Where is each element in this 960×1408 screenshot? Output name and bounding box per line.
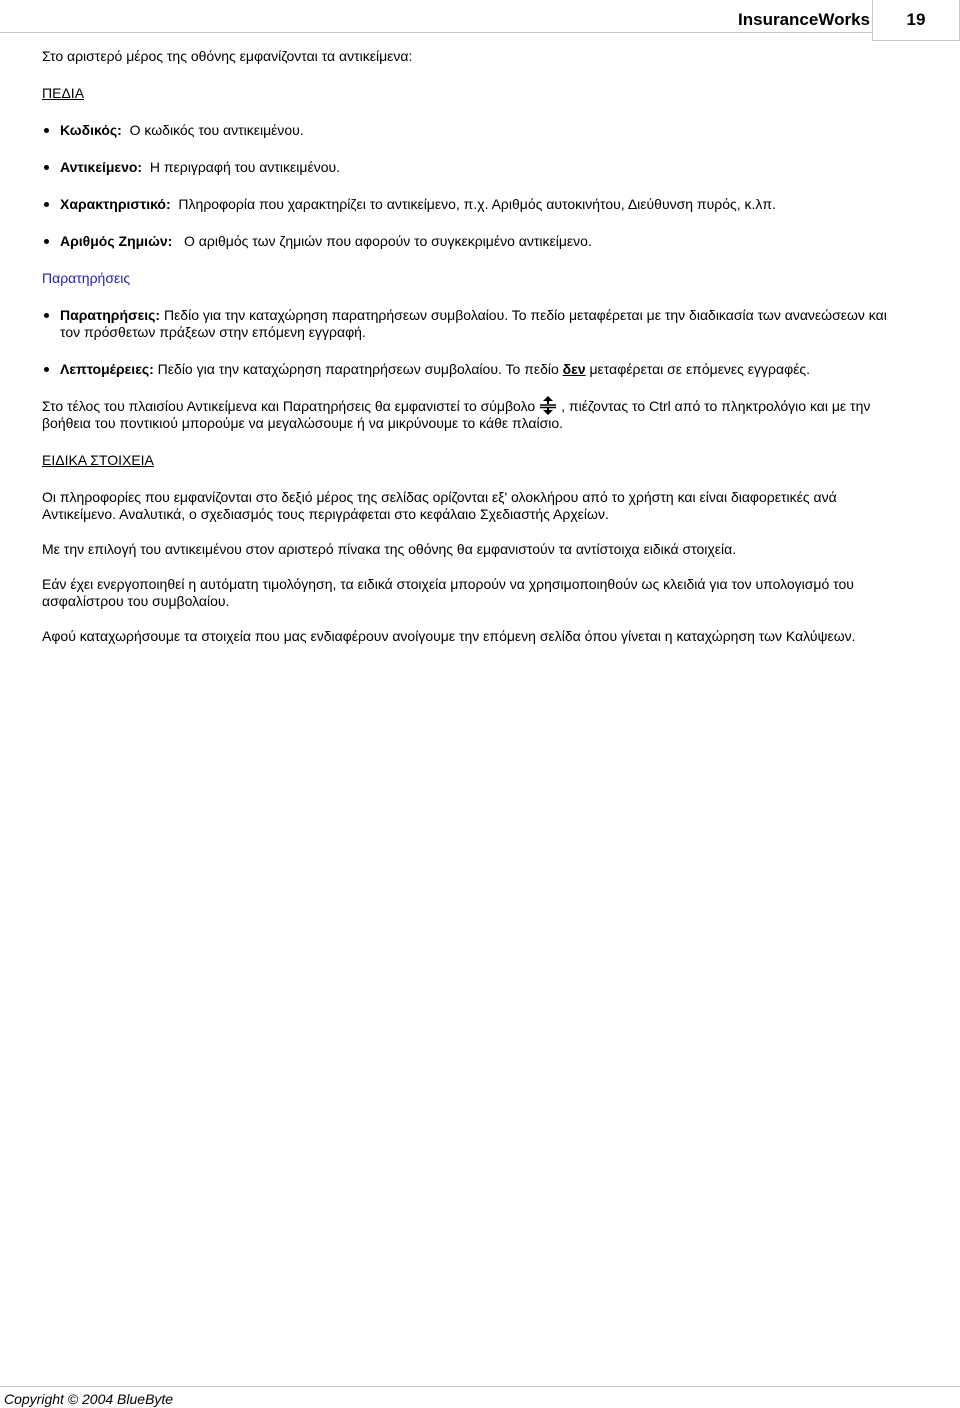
list-item: [42, 233, 894, 250]
list-item: [42, 196, 894, 213]
list-item: [42, 122, 894, 139]
field-desc: Ο κωδικός του αντικειμένου.: [129, 122, 304, 138]
fields-list: [42, 122, 894, 250]
remark-desc: Πεδίο για την καταχώρηση παρατηρήσεων συμβολαίου. Το πεδίο μεταφέρεται με την διαδικασία των ανανεώσεων και τον πρόσθετων πράξεων στην επόμενη εγγραφή.: [60, 307, 887, 340]
field-term: Αριθμός Ζημιών:: [60, 233, 173, 249]
resize-note-before: Στο τέλος του πλαισίου Αντικείμενα και Παρατηρήσεις θα εμφανιστεί το σύμβολο: [42, 398, 536, 414]
paragraph: Οι πληροφορίες που εμφανίζονται στο δεξιό μέρος της σελίδας ορίζονται εξ' ολοκλήρου από το χρήστη και είναι διαφορετικές ανά Αντικείμενο. Αναλυτικά, ο σχεδιασμός τους περιγράφεται στο κεφάλαιο Σχεδιαστής Αρχείων.: [42, 489, 837, 522]
fields-heading: ΠΕΔΙΑ: [42, 85, 85, 101]
paragraph: Με την επιλογή του αντικειμένου στον αριστερό πίνακα της οθόνης θα εμφανιστούν τα αντίστοιχα ειδικά στοιχεία.: [42, 541, 737, 557]
field-desc: Η περιγραφή του αντικειμένου.: [149, 159, 341, 175]
field-desc: Πληροφορία που χαρακτηρίζει το αντικείμενο, π.χ. Αριθμός αυτοκινήτου, Διεύθυνση πυρός, κ.λπ.: [178, 196, 776, 212]
field-term: Αντικείμενο:: [60, 159, 143, 175]
page-content: [42, 48, 894, 645]
field-term: Κωδικός:: [60, 122, 122, 138]
paragraph: Εάν έχει ενεργοποιηθεί η αυτόματη τιμολόγηση, τα ειδικά στοιχεία μπορούν να χρησιμοποιηθούν ως κλειδιά για τον υπολογισμό του ασφαλίστρου του συμβολαίου.: [42, 576, 854, 609]
remark-term: Παρατηρήσεις:: [60, 307, 161, 323]
header-rule: [0, 32, 872, 33]
resize-note: [42, 395, 894, 432]
remark-desc-before: Πεδίο για την καταχώρηση παρατηρήσεων συμβολαίου. Το πεδίο: [157, 361, 563, 377]
resize-note-after: , πιέζοντας το Ctrl από το πληκτρολόγιο και με την βοήθεια του ποντικιού μπορούμε να μεγαλώσουμε ή να μικρύνουμε το κάθε πλαίσιο.: [42, 398, 871, 431]
remark-emphasis: δεν: [562, 361, 586, 377]
remarks-heading: Παρατηρήσεις: [42, 270, 131, 286]
paragraph: Αφού καταχωρήσουμε τα στοιχεία που μας ενδιαφέρουν ανοίγουμε την επόμενη σελίδα όπου γίνεται η καταχώρηση των Καλύψεων.: [42, 628, 856, 644]
copyright: Copyright © 2004 BlueByte: [4, 1391, 174, 1407]
list-item: [42, 361, 894, 378]
field-term: Χαρακτηριστικό:: [60, 196, 171, 212]
resize-splitter-icon: [539, 395, 557, 415]
list-item: [42, 307, 894, 341]
field-desc: Ο αριθμός των ζημιών που αφορούν το συγκεκριμένο αντικείμενο.: [184, 233, 592, 249]
remarks-list: [42, 307, 894, 378]
specific-heading: ΕΙΔΙΚΑ ΣΤΟΙΧΕΙΑ: [42, 452, 154, 468]
remark-desc-after: μεταφέρεται σε επόμενες εγγραφές.: [585, 361, 811, 377]
remark-term: Λεπτομέρειες:: [60, 361, 154, 377]
page-number: 19: [872, 0, 960, 41]
footer-rule: [0, 1386, 960, 1387]
list-item: [42, 159, 894, 176]
intro-text: Στο αριστερό μέρος της οθόνης εμφανίζονται τα αντικείμενα:: [42, 48, 413, 64]
brand-name: InsuranceWorks: [738, 10, 870, 29]
